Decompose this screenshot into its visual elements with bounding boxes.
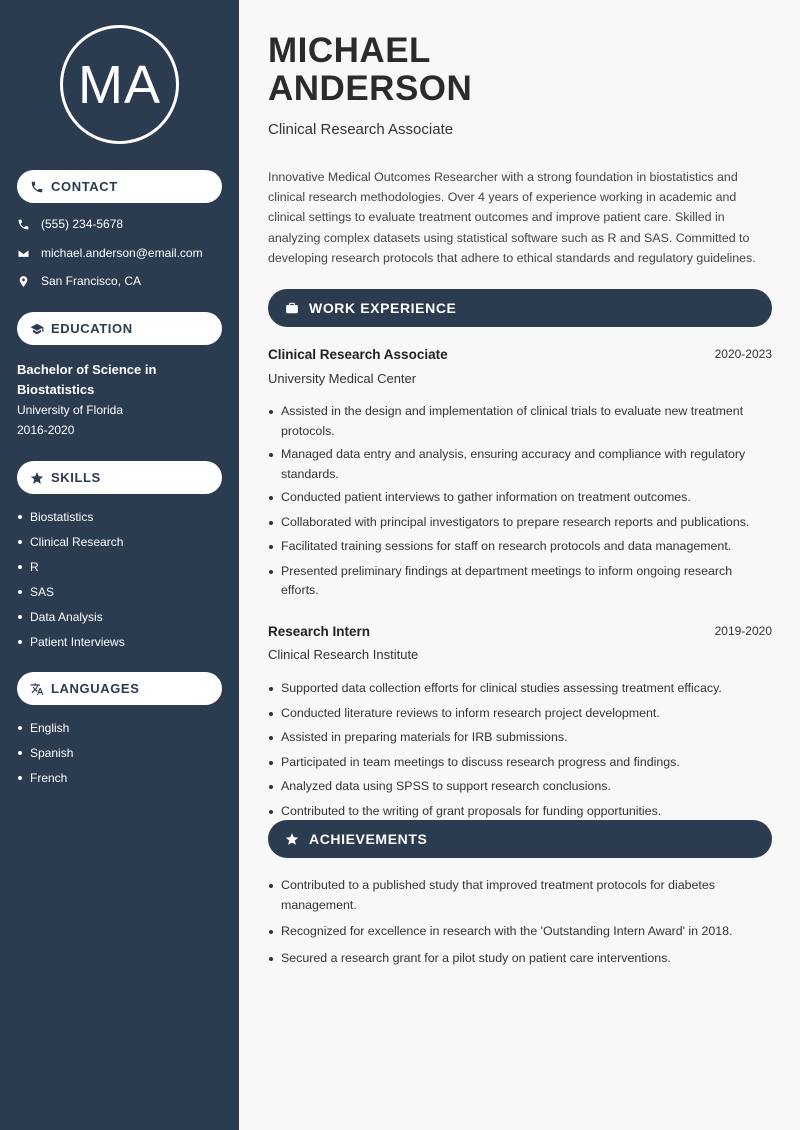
contact-location-value: San Francisco, CA bbox=[41, 274, 142, 288]
map-pin-icon bbox=[17, 275, 30, 288]
education-years: 2016-2020 bbox=[17, 423, 75, 437]
page-title bbox=[268, 32, 472, 108]
list-item: Participated in team meetings to discuss research progress and findings. bbox=[268, 753, 772, 773]
achievements-heading bbox=[268, 820, 772, 858]
contact-phone bbox=[17, 217, 123, 231]
education-degree: Bachelor of Science in Biostatistics bbox=[17, 362, 157, 397]
list-item: Secured a research grant for a pilot study on patient care interventions. bbox=[268, 949, 772, 969]
skill-item: Clinical Research bbox=[17, 534, 125, 559]
contact-heading-label: CONTACT bbox=[51, 179, 118, 194]
star-icon bbox=[285, 832, 299, 846]
list-item: Presented preliminary findings at department meetings to inform ongoing research efforts. bbox=[268, 562, 772, 601]
job-1-dates: 2020-2023 bbox=[714, 347, 772, 361]
contact-location bbox=[17, 274, 141, 288]
avatar-initials: MA bbox=[78, 54, 161, 115]
languages-heading-label: LANGUAGES bbox=[51, 681, 140, 696]
job-role: Clinical Research Associate bbox=[268, 121, 454, 138]
contact-heading bbox=[17, 170, 222, 203]
phone-icon bbox=[30, 180, 44, 194]
languages-heading bbox=[17, 672, 222, 705]
sidebar bbox=[0, 0, 239, 1130]
job-2-org: Clinical Research Institute bbox=[268, 647, 419, 662]
achievements-heading-label: ACHIEVEMENTS bbox=[309, 831, 428, 847]
skills-list bbox=[17, 509, 125, 659]
skill-item: Patient Interviews bbox=[17, 634, 125, 659]
language-item: French bbox=[17, 770, 73, 795]
job-2-title: Research Intern bbox=[268, 624, 371, 639]
skill-item: R bbox=[17, 559, 125, 584]
profile-summary: Innovative Medical Outcomes Researcher with a strong foundation in biostatistics and clinical research methodologies. Over 4 years of experience working in academic and clinical settings to evaluate treatment outcomes and improve patient care. Skilled in analyzing complex datasets using statistical software such as R and SAS. Committed to developing research protocols that adhere to ethical standards and regulatory guidelines. bbox=[268, 170, 756, 265]
education-school: University of Florida bbox=[17, 403, 124, 417]
list-item: Conducted literature reviews to inform research project development. bbox=[268, 704, 772, 724]
education-heading-label: EDUCATION bbox=[51, 321, 133, 336]
skill-item: SAS bbox=[17, 584, 125, 609]
phone-icon bbox=[17, 218, 30, 231]
list-item: Recognized for excellence in research with the 'Outstanding Intern Award' in 2018. bbox=[268, 922, 772, 942]
first-name: MICHAEL bbox=[268, 31, 431, 70]
briefcase-icon bbox=[285, 301, 299, 315]
skills-heading-label: SKILLS bbox=[51, 470, 101, 485]
language-item: Spanish bbox=[17, 745, 73, 770]
job-2-dates: 2019-2020 bbox=[714, 624, 772, 638]
job-2-bullets bbox=[268, 679, 772, 821]
work-experience-heading bbox=[268, 289, 772, 327]
list-item: Supported data collection efforts for clinical studies assessing treatment efficacy. bbox=[268, 679, 772, 699]
achievements-list bbox=[268, 876, 772, 968]
list-item: Facilitated training sessions for staff on research protocols and data management. bbox=[268, 537, 772, 557]
skill-item: Biostatistics bbox=[17, 509, 125, 534]
skills-heading bbox=[17, 461, 222, 494]
translate-icon bbox=[30, 682, 44, 696]
language-item: English bbox=[17, 720, 73, 745]
star-icon bbox=[30, 471, 44, 485]
contact-phone-value[interactable]: (555) 234-5678 bbox=[41, 217, 124, 231]
contact-email bbox=[17, 246, 203, 260]
list-item: Conducted patient interviews to gather information on treatment outcomes. bbox=[268, 488, 772, 508]
avatar bbox=[60, 25, 179, 144]
work-heading-label: WORK EXPERIENCE bbox=[309, 300, 457, 316]
job-1-title: Clinical Research Associate bbox=[268, 347, 448, 362]
list-item: Contributed to a published study that improved treatment protocols for diabetes management. bbox=[268, 876, 772, 915]
list-item: Assisted in the design and implementation of clinical trials to evaluate new treatment protocols. bbox=[268, 402, 772, 441]
skill-item: Data Analysis bbox=[17, 609, 125, 634]
envelope-icon bbox=[17, 247, 30, 260]
list-item: Assisted in preparing materials for IRB submissions. bbox=[268, 728, 772, 748]
languages-list bbox=[17, 720, 73, 795]
list-item: Contributed to the writing of grant proposals for funding opportunities. bbox=[268, 802, 772, 822]
last-name: ANDERSON bbox=[268, 69, 473, 108]
list-item: Analyzed data using SPSS to support research conclusions. bbox=[268, 777, 772, 797]
job-1-bullets bbox=[268, 402, 772, 601]
list-item: Collaborated with principal investigators to prepare research reports and publications. bbox=[268, 513, 772, 533]
job-1-org: University Medical Center bbox=[268, 371, 417, 386]
education-heading bbox=[17, 312, 222, 345]
list-item: Managed data entry and analysis, ensuring accuracy and compliance with regulatory standards. bbox=[268, 445, 772, 484]
graduation-cap-icon bbox=[30, 322, 44, 336]
contact-email-value[interactable]: michael.anderson@email.com bbox=[41, 246, 203, 260]
